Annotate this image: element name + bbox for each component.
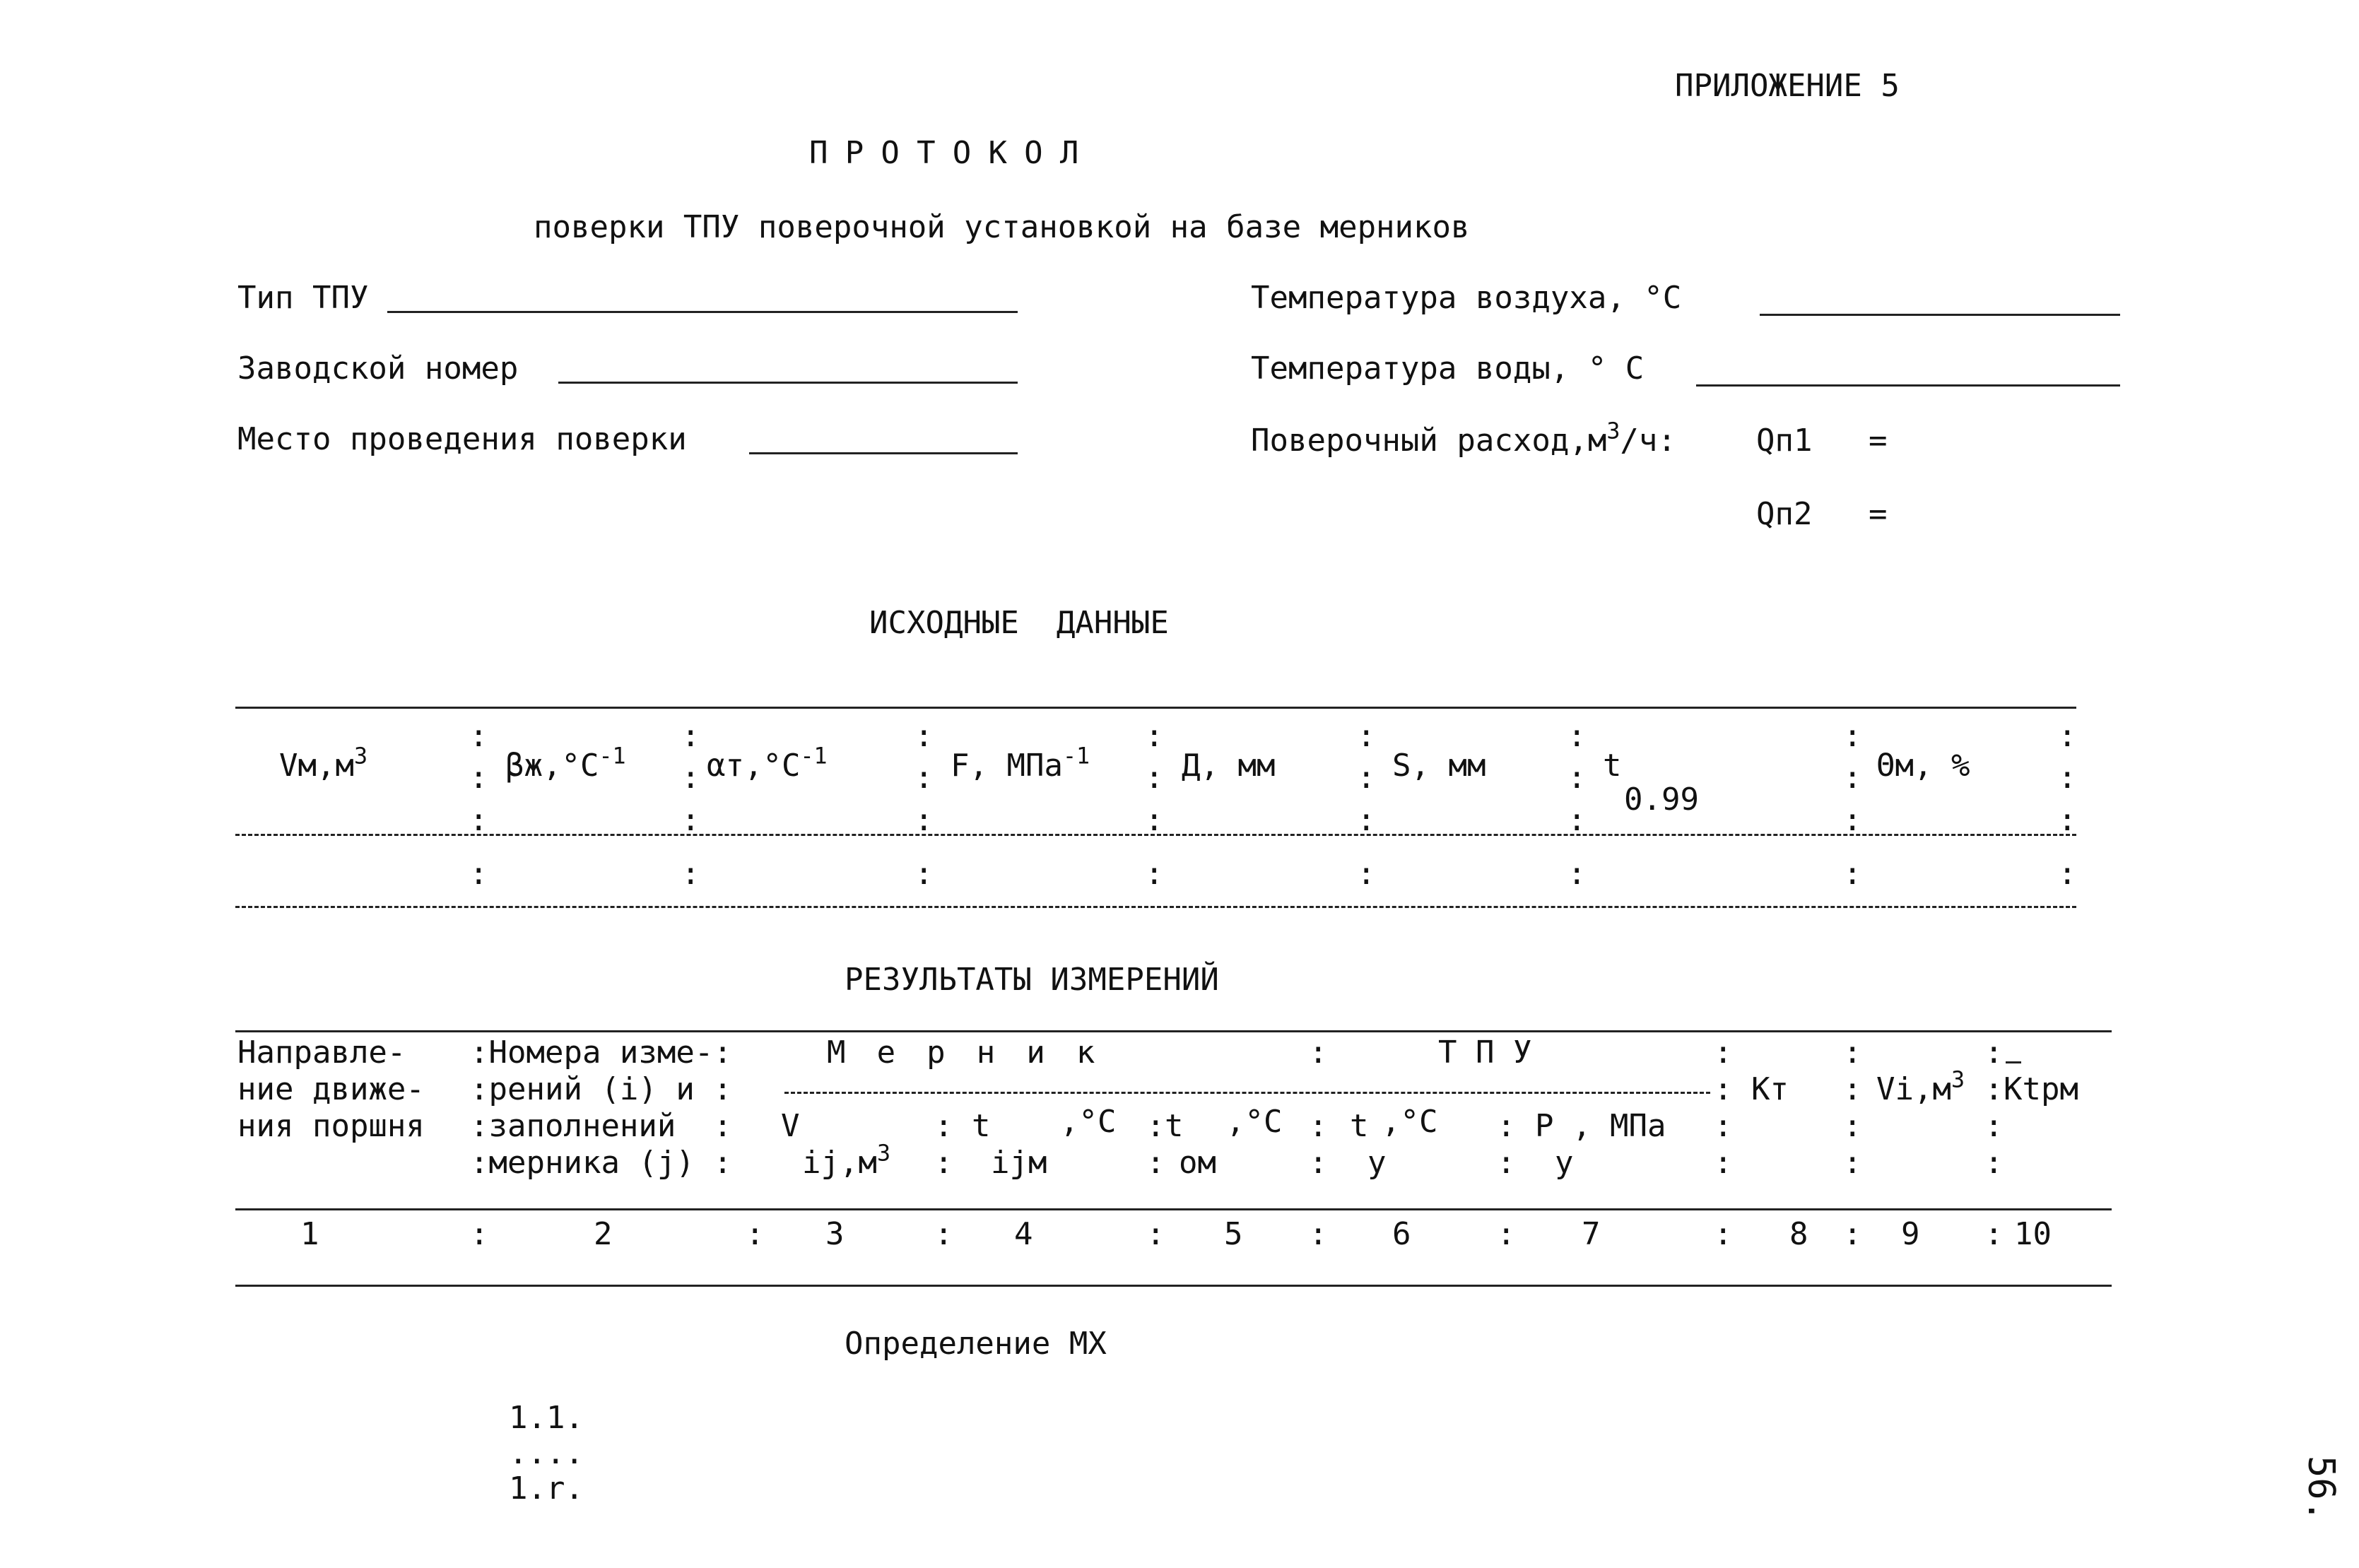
sep: : bbox=[1984, 1034, 2004, 1071]
sep: : : : bbox=[1567, 718, 1587, 838]
col-s: S, мм bbox=[1392, 748, 1486, 784]
results-col1-line1: Направле- bbox=[237, 1034, 406, 1071]
protocol-title: ПРОТОКОЛ bbox=[809, 135, 1096, 171]
sub-p-idx: у bbox=[1555, 1145, 1574, 1181]
sub-t-ijm: t bbox=[972, 1108, 991, 1144]
sub-t-om-idx: ом bbox=[1179, 1145, 1216, 1181]
col-ktpm: Ktpм bbox=[2004, 1071, 2078, 1107]
sep: : bbox=[1145, 856, 1164, 892]
sep: : bbox=[1309, 1108, 1328, 1144]
results-col2-line4: :мерника (j) : bbox=[470, 1145, 732, 1181]
sep: : bbox=[746, 1216, 765, 1252]
sep: : bbox=[1984, 1071, 2004, 1107]
mx-heading: Определение МХ bbox=[845, 1326, 1107, 1362]
col-kt: Кт bbox=[1751, 1071, 1789, 1107]
mx-item-1: 1.1. bbox=[509, 1400, 584, 1436]
col-num-2: 2 bbox=[594, 1216, 613, 1252]
sep: : bbox=[934, 1108, 953, 1144]
sep: : bbox=[1357, 856, 1376, 892]
sep: : bbox=[914, 856, 934, 892]
results-col1-line3: ния поршня bbox=[237, 1108, 425, 1144]
sep: : bbox=[469, 856, 488, 892]
sep: : : : bbox=[2058, 718, 2077, 838]
initial-data-heading: ИСХОДНЫЕ ДАННЫЕ bbox=[869, 605, 1169, 641]
qp1-label: Qп1 = bbox=[1756, 423, 1888, 459]
sep: : bbox=[1146, 1216, 1165, 1252]
results-col2-line1: :Номера изме-: bbox=[470, 1034, 732, 1071]
sep: : bbox=[1843, 1108, 1862, 1144]
sub-t-om: t bbox=[1165, 1108, 1184, 1144]
sep: : bbox=[470, 1216, 489, 1252]
deg-c-3: ,°С bbox=[1382, 1104, 1438, 1140]
col-num-10: 10 bbox=[2014, 1216, 2052, 1252]
water-temp-label: Температура воды, ° С bbox=[1251, 350, 1645, 387]
sub-p: P , МПа bbox=[1535, 1108, 1666, 1144]
field-serial-label: Заводской номер bbox=[237, 350, 519, 387]
sep: : : : bbox=[914, 718, 934, 838]
sep: : bbox=[1714, 1071, 1733, 1107]
water-temp-line[interactable] bbox=[1696, 384, 2120, 387]
sub-t-ijm-idx: ijм bbox=[991, 1145, 1047, 1181]
sep: : : : bbox=[1843, 718, 1862, 838]
col-f: F, МПа$^{-1}$ bbox=[951, 743, 1090, 784]
results-col2-line2: :рений (i) и : bbox=[470, 1071, 732, 1107]
group-mernik: М е р н и к bbox=[827, 1034, 1102, 1071]
sep: : bbox=[1843, 1145, 1862, 1181]
sep: : bbox=[1984, 1108, 2004, 1144]
sep: : bbox=[934, 1145, 953, 1181]
group-tpu: Т П У bbox=[1438, 1034, 1532, 1071]
sep: : bbox=[2058, 856, 2077, 892]
field-tpu-type-line[interactable] bbox=[387, 311, 1018, 313]
sep: : bbox=[1984, 1145, 2004, 1181]
col-d: Д, мм bbox=[1182, 748, 1276, 784]
sep: : : : bbox=[1357, 718, 1376, 838]
results-top-rule bbox=[235, 1030, 2112, 1032]
col-num-8: 8 bbox=[1789, 1216, 1808, 1252]
col-num-4: 4 bbox=[1014, 1216, 1033, 1252]
sep: : bbox=[681, 856, 700, 892]
sep: : bbox=[1567, 856, 1587, 892]
sep: : bbox=[1497, 1108, 1516, 1144]
col-vm: $Vм,м^3$ bbox=[279, 743, 368, 784]
sep: : bbox=[1309, 1216, 1328, 1252]
col-num-7: 7 bbox=[1582, 1216, 1601, 1252]
sep: : bbox=[1309, 1034, 1328, 1071]
sep: : bbox=[1843, 856, 1862, 892]
results-heading: РЕЗУЛЬТАТЫ ИЗМЕРЕНИЙ bbox=[845, 962, 1219, 998]
sep: : bbox=[1146, 1145, 1165, 1181]
col-num-1: 1 bbox=[300, 1216, 319, 1252]
sep: : bbox=[1497, 1145, 1516, 1181]
flow-label: Поверочный $расход,м^3/ч$: bbox=[1251, 418, 1676, 459]
sep: : bbox=[1843, 1216, 1862, 1252]
appendix-label: ПРИЛОЖЕНИЕ 5 bbox=[1675, 68, 1900, 104]
col-num-9: 9 bbox=[1901, 1216, 1920, 1252]
sep: : bbox=[1843, 1034, 1862, 1071]
initial-data-mid-rule bbox=[235, 834, 2076, 836]
sub-t-y-idx: у bbox=[1367, 1145, 1387, 1181]
sep: : bbox=[1714, 1216, 1733, 1252]
col-beta: $\beta ж,^\circ С^{-1}$ bbox=[505, 743, 626, 784]
deg-c-1: ,°С bbox=[1060, 1104, 1117, 1140]
air-temp-label: Температура воздуха, °С bbox=[1251, 280, 1682, 316]
col-t: t bbox=[1603, 748, 1622, 784]
sep: : : : bbox=[469, 718, 488, 838]
initial-data-bottom-rule bbox=[235, 906, 2076, 908]
air-temp-line[interactable] bbox=[1760, 314, 2120, 316]
sub-t-y: t bbox=[1350, 1108, 1369, 1144]
sep: : bbox=[1309, 1145, 1328, 1181]
sep: : bbox=[1714, 1108, 1733, 1144]
page-number: 56. bbox=[2300, 1456, 2342, 1522]
col-num-3: 3 bbox=[825, 1216, 845, 1252]
col-num-5: 5 bbox=[1224, 1216, 1243, 1252]
col-vi: $Vi,м^3$ bbox=[1876, 1067, 1965, 1107]
results-col2-line3: :заполнений : bbox=[470, 1108, 732, 1144]
sep: : : : bbox=[1145, 718, 1164, 838]
results-bottom-rule bbox=[235, 1285, 2112, 1287]
field-tpu-type-label: Тип ТПУ bbox=[237, 280, 369, 316]
sep: : bbox=[1714, 1145, 1733, 1181]
col-theta: Θм, % bbox=[1876, 748, 1970, 784]
field-place-label: Место проведения поверки bbox=[237, 421, 687, 457]
sep: : bbox=[934, 1216, 953, 1252]
sub-v-idx: $ij,м^3$ bbox=[802, 1140, 891, 1181]
field-place-line[interactable] bbox=[749, 452, 1018, 454]
mx-item-r: 1.r. bbox=[509, 1470, 584, 1507]
protocol-subtitle: поверки ТПУ поверочной установкой на базе мерников bbox=[534, 209, 1470, 245]
sep: : bbox=[1497, 1216, 1516, 1252]
qp2-label: Qп2 = bbox=[1756, 496, 1888, 532]
mx-item-ellipsis: .... bbox=[509, 1435, 584, 1471]
deg-c-2: ,°С bbox=[1226, 1104, 1283, 1140]
col-alpha: $\alpha т,^\circ С^{-1}$ bbox=[707, 743, 828, 784]
results-header-bottom-rule bbox=[235, 1208, 2112, 1210]
sep: : bbox=[1146, 1108, 1165, 1144]
sep: : bbox=[1843, 1071, 1862, 1107]
results-col1-line2: ние движе- bbox=[237, 1071, 425, 1107]
col-t-sub: 0.99 bbox=[1624, 782, 1699, 818]
sep: : : : bbox=[681, 718, 700, 838]
sub-v: V bbox=[781, 1108, 800, 1144]
group-divider bbox=[784, 1092, 1710, 1094]
col-num-6: 6 bbox=[1392, 1216, 1411, 1252]
sep: : bbox=[1984, 1216, 2004, 1252]
field-serial-line[interactable] bbox=[558, 382, 1018, 384]
ktpm-bar bbox=[2006, 1061, 2021, 1063]
initial-data-top-rule bbox=[235, 707, 2076, 709]
sep: : bbox=[1714, 1034, 1733, 1071]
